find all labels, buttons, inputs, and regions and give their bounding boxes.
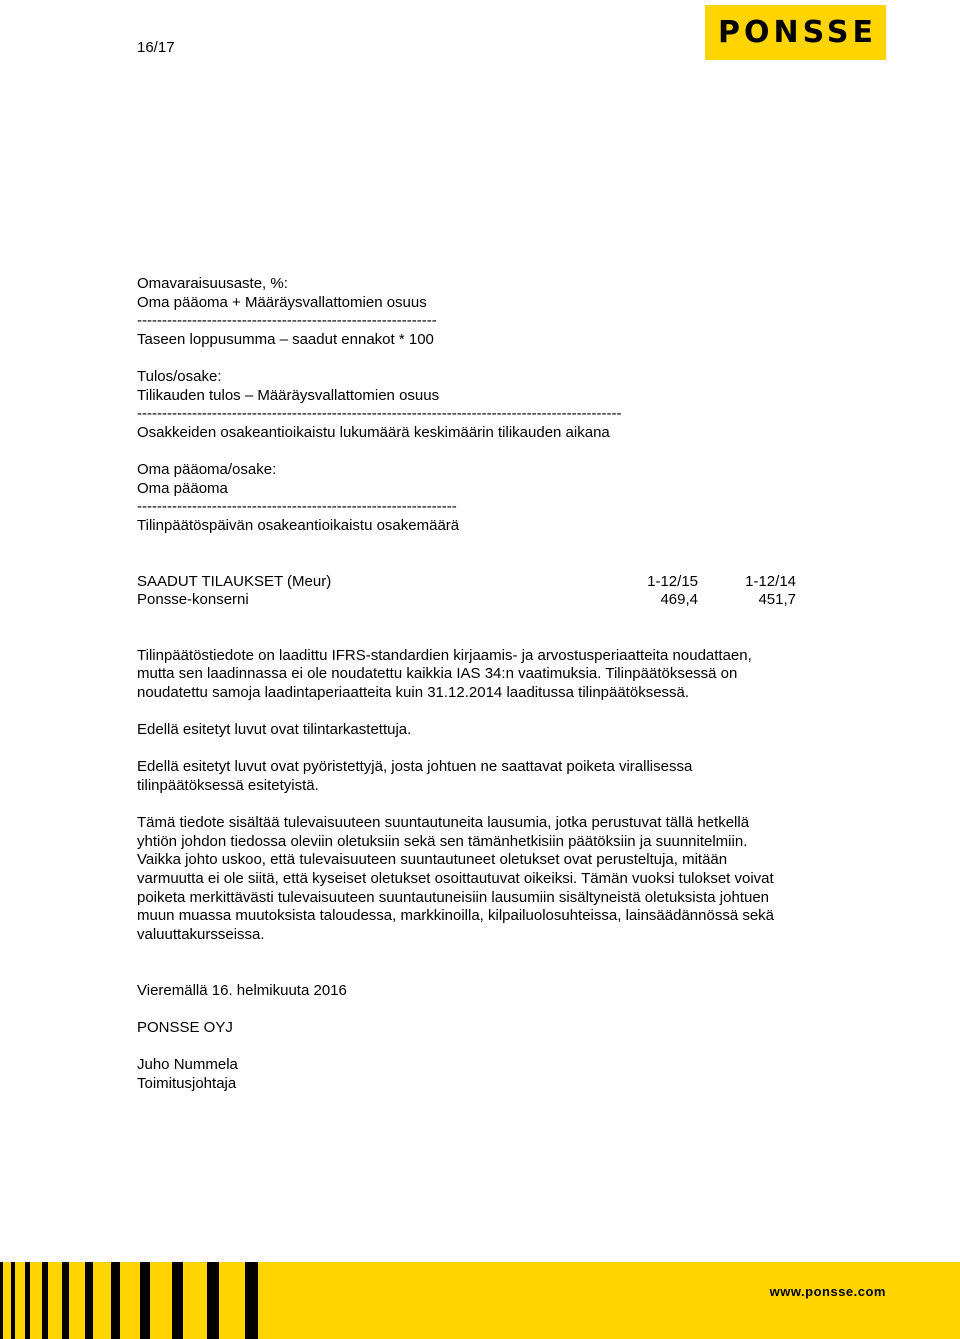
footer-stripe (15, 1262, 25, 1339)
orders-col-2014: 1-12/14 (745, 572, 796, 590)
footer-stripe (120, 1262, 140, 1339)
forward-looking-line: muun muassa muutoksista taloudessa, markkinoilla, kilpailuolosuhteissa, lainsäädännössä sekä (137, 907, 775, 925)
equity-per-share-title: Oma pääoma/osake: (137, 460, 277, 478)
footer-stripe (245, 1262, 258, 1339)
footer-yellow-band (390, 1262, 960, 1339)
equity-ratio-divider: ------------------------------------------------------------ (137, 312, 437, 330)
signature-company: PONSSE OYJ (137, 1018, 233, 1036)
forward-looking-line: Tämä tiedote sisältää tulevaisuuteen suuntautuneita lausumia, jotka perustuvat tällä hetkellä (137, 814, 750, 832)
footer-stripe (48, 1262, 62, 1339)
orders-col-2015: 1-12/15 (647, 572, 698, 590)
footer-stripes (0, 1262, 390, 1339)
forward-looking-line: Vaikka johto uskoo, että tulevaisuuteen suuntautuneet oletukset ovat perusteltuja, mitään (137, 851, 728, 869)
logo-text: PONSSE (718, 14, 877, 50)
footer-stripe (62, 1262, 69, 1339)
footer-stripe (30, 1262, 42, 1339)
forward-looking-line: yhtiön johdon tiedossa oleviin oletuksiin sekä sen tämänhetkisiin päätöksiin ja suunnitelmiin. (137, 832, 748, 850)
footer-url: www.ponsse.com (769, 1284, 886, 1299)
orders-row-value-2015: 469,4 (660, 591, 698, 609)
footer-stripe (258, 1262, 286, 1339)
signature-title: Toimitusjohtaja (137, 1074, 237, 1092)
equity-per-share-denominator: Tilinpäätöspäivän osakeantioikaistu osakemäärä (137, 516, 460, 534)
footer-stripe (207, 1262, 219, 1339)
footer-stripe (286, 1262, 390, 1339)
footer-stripe (3, 1262, 11, 1339)
document-body (137, 275, 817, 1093)
equity-per-share-divider: ---------------------------------------------------------------- (137, 498, 457, 516)
ifrs-line: mutta sen laadinnassa ei ole noudatettu kaikkia IAS 34:n vaatimuksia. Tilinpäätöksessä on (137, 665, 738, 683)
ponsse-logo (705, 5, 886, 60)
signature-name: Juho Nummela (137, 1055, 238, 1073)
equity-per-share-numerator: Oma pääoma (137, 479, 228, 497)
ifrs-line: noudatettu samoja laadintaperiaatteita kuin 31.12.2014 laaditussa tilinpäätöksessä. (137, 684, 690, 702)
footer-band (0, 1262, 960, 1339)
footer-stripe (219, 1262, 245, 1339)
footer-stripe (111, 1262, 120, 1339)
page-number: 16/17 (137, 39, 175, 56)
footer-stripe (140, 1262, 150, 1339)
footer-stripe (150, 1262, 172, 1339)
audited-statement: Edellä esitetyt luvut ovat tilintarkastettuja. (137, 721, 412, 739)
forward-looking-line: varmuutta ei ole siitä, että kyseiset oletukset osoittautuvat oikeiksi. Tämän vuoksi tulokset voivat (137, 870, 774, 887)
forward-looking-paragraph (137, 814, 817, 944)
forward-looking-line: poiketa merkittävästi tulevaisuuteen suuntautuneisiin lausumiin sisältyneistä oletuksista johtuen (137, 888, 770, 906)
orders-table-row (137, 591, 817, 610)
ifrs-paragraph (137, 647, 817, 703)
eps-divider: ------------------------------------------------------------------------------------------------- (137, 405, 622, 423)
footer-stripe (93, 1262, 111, 1339)
footer-stripe (172, 1262, 183, 1339)
orders-table-header (137, 573, 817, 592)
signature-place-date: Vieremällä 16. helmikuuta 2016 (137, 981, 347, 999)
equity-ratio-title: Omavaraisuusaste, %: (137, 275, 288, 292)
equity-ratio-numerator: Oma pääoma + Määräysvallattomien osuus (137, 293, 427, 311)
eps-denominator: Osakkeiden osakeantioikaistu lukumäärä keskimäärin tilikauden aikana (137, 423, 610, 441)
footer-stripe (69, 1262, 85, 1339)
rounded-line: tilinpäätöksessä esitetyistä. (137, 777, 319, 795)
footer-stripe (183, 1262, 207, 1339)
footer-stripe (85, 1262, 93, 1339)
orders-row-value-2014: 451,7 (758, 591, 796, 609)
equity-ratio-denominator: Taseen loppusumma – saadut ennakot * 100 (137, 330, 434, 348)
rounded-paragraph (137, 758, 817, 795)
ifrs-line: Tilinpäätöstiedote on laadittu IFRS-standardien kirjaamis- ja arvostusperiaatteita noudattaen, (137, 646, 752, 664)
orders-row-label: Ponsse-konserni (137, 591, 249, 609)
eps-numerator: Tilikauden tulos – Määräysvallattomien osuus (137, 386, 440, 404)
orders-table-title: SAADUT TILAUKSET (Meur) (137, 572, 332, 590)
forward-looking-line: valuuttakursseissa. (137, 925, 265, 943)
eps-title: Tulos/osake: (137, 367, 222, 385)
rounded-line: Edellä esitetyt luvut ovat pyöristettyjä, josta johtuen ne saattavat poiketa virallisessa (137, 758, 693, 776)
